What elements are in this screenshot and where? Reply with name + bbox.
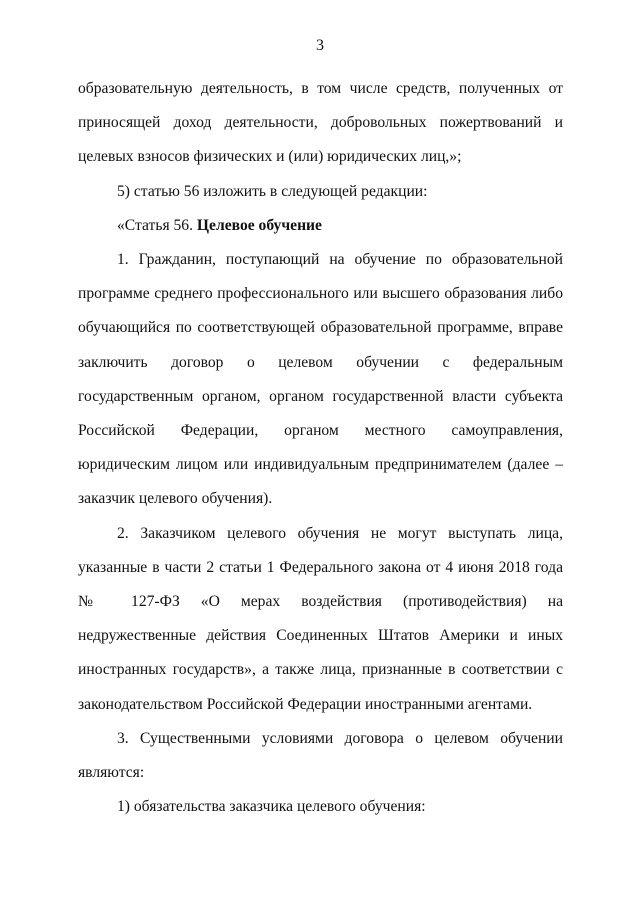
paragraph-subclause-1: 1) обязательства заказчика целевого обучения: [117,798,426,816]
paragraph-clause-1: 1. Гражданин, поступающий на обучение по образовательной программе среднего профессионального или высшего образования либо обучающийся по соответствующей образовательной программе, вправе заключить договор о целевом обучении с федеральным государственным органом, органом государственной власти субъекта Российской Федерации, органом местного самоуправления, юридическим лицом или индивидуальным предпринимателем (далее – заказчик целевого обучения). [78,251,563,508]
article-heading-prefix: «Статья 56. [117,216,197,234]
paragraph-clause-2: 2. Заказчиком целевого обучения не могут выступать лица, указанные в части 2 статьи 1 Федерального закона от 4 июня 2018 года № 127-ФЗ «О мерах воздействия (противодействия) на недружественные действия Соединенных Штатов Америки и иных иностранных государств», а также лица, признанные в соответствии с законодательством Российской Федерации иностранными агентами. [78,524,563,713]
article-heading-title: Целевое обучение [196,216,322,234]
document-body [78,72,563,824]
paragraph-clause-3: 3. Существенными условиями договора о целевом обучении являются: [78,729,563,782]
page-number: 3 [316,37,324,54]
article-heading [78,209,563,243]
paragraph-item-5: 5) статью 56 изложить в следующей редакции: [117,182,428,200]
paragraph-continuation: образовательную деятельность, в том числе средств, полученных от приносящей доход деятельности, добровольных пожертвований и целевых взносов физических и (или) юридических лиц,»; [78,80,563,166]
